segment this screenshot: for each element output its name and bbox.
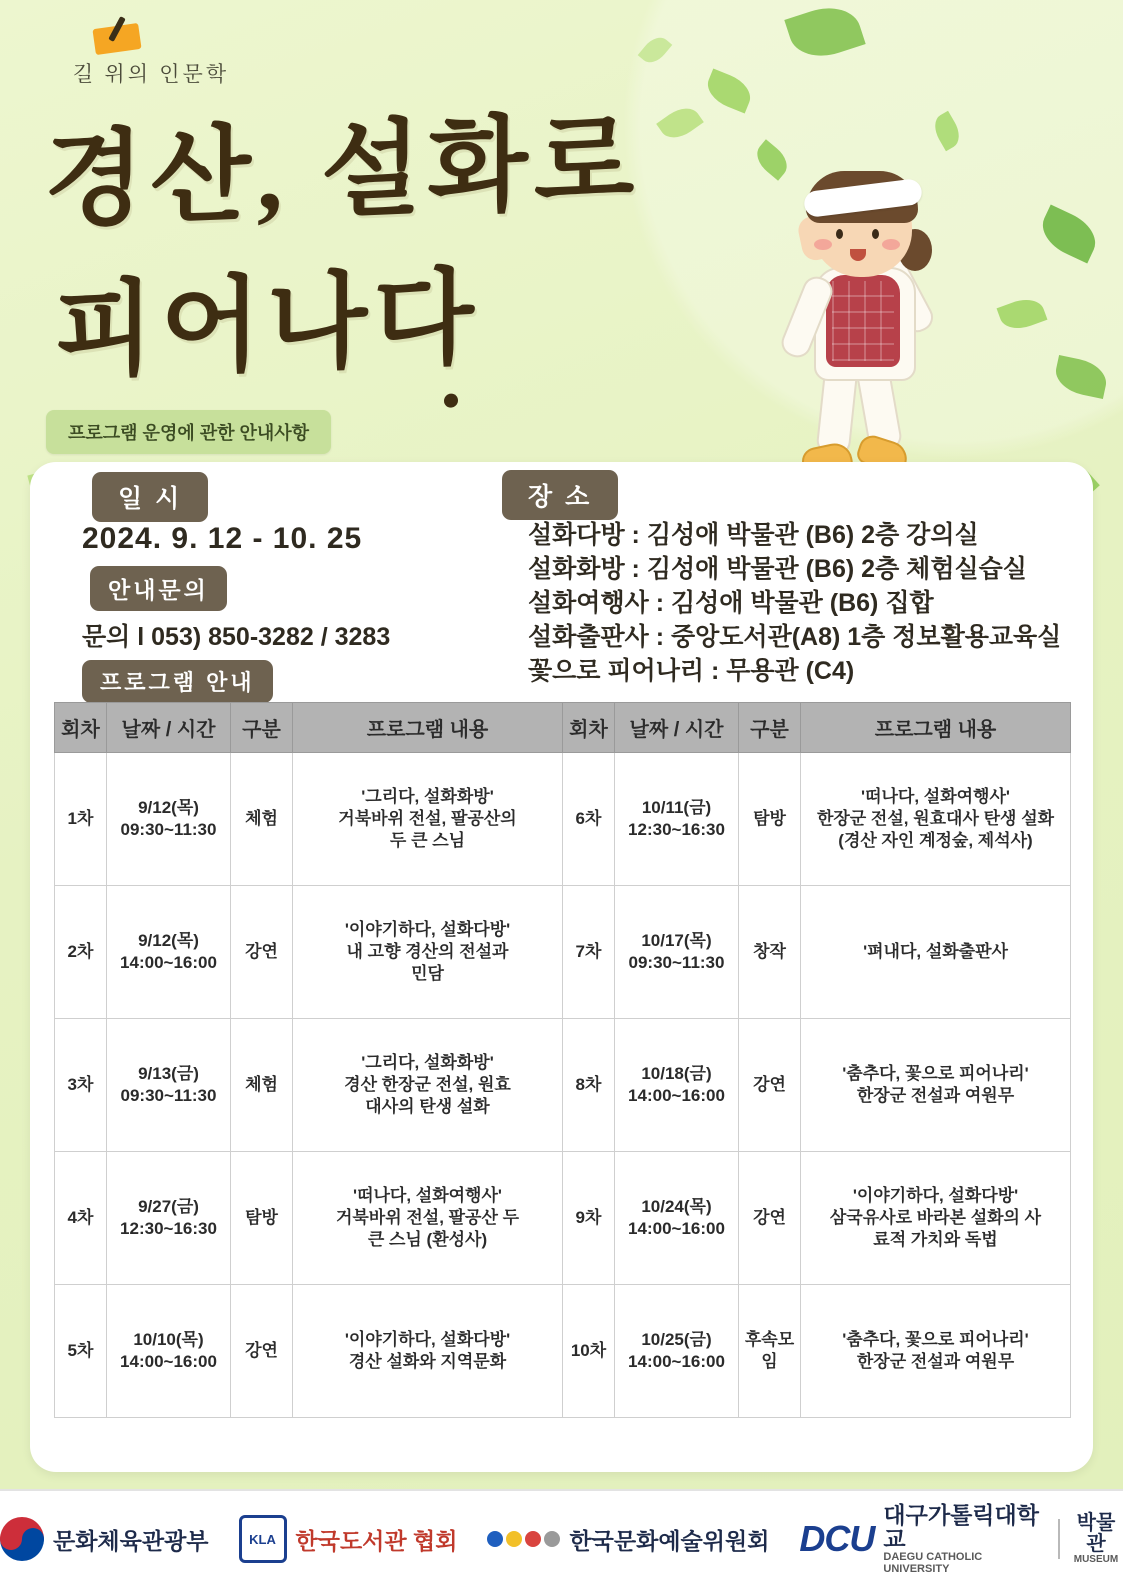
place-line: 꽃으로 피어나리 : 무용관 (C4)	[528, 657, 855, 685]
cell-program-desc: '이야기하다, 설화다방' 내 고향 경산의 전설과 민담	[293, 886, 563, 1019]
cell-date-time: 10/17(목) 09:30~11:30	[615, 886, 739, 1019]
logo-museum-sublabel: MUSEUM	[1073, 1553, 1119, 1565]
cell-session-no: 1차	[55, 753, 107, 886]
label-contact: 안내문의	[90, 566, 227, 611]
leaf-icon	[638, 32, 673, 68]
cell-session-no: 2차	[55, 886, 107, 1019]
footer-logos	[0, 1489, 1123, 1587]
brand-logo-text: 길 위의 인문학	[72, 62, 230, 86]
page-title-line1: 경산, 설화로	[44, 104, 641, 240]
cell-program-desc: '이야기하다, 설화다방' 삼국유사로 바라본 설화의 사 료적 가치와 독법	[801, 1152, 1071, 1285]
cell-program-desc: '춤추다, 꽃으로 피어나리' 한장군 전설과 여원무	[801, 1019, 1071, 1152]
cell-program-desc: '그리다, 설화화방' 경산 한장군 전설, 원효 대사의 탄생 설화	[293, 1019, 563, 1152]
cell-session-no: 8차	[563, 1019, 615, 1152]
table-body	[55, 753, 1071, 1418]
cell-date-time: 10/11(금) 12:30~16:30	[615, 753, 739, 886]
cell-category: 강연	[231, 886, 293, 1019]
label-date: 일 시	[92, 472, 208, 522]
logo-kla	[239, 1515, 458, 1563]
cell-date-time: 9/12(목) 09:30~11:30	[107, 753, 231, 886]
brand-logo	[46, 18, 256, 88]
info-card	[30, 462, 1093, 1472]
table-row	[55, 1152, 1071, 1285]
logo-dcu-label: 대구가톨릭대학교	[883, 1501, 1039, 1552]
table-row	[55, 886, 1071, 1019]
leaf-icon	[997, 293, 1048, 334]
cell-session-no: 4차	[55, 1152, 107, 1285]
divider	[1058, 1519, 1060, 1559]
leaf-icon	[929, 111, 965, 151]
cell-category: 강연	[739, 1019, 801, 1152]
value-date: 2024. 9. 12 - 10. 25	[82, 522, 363, 555]
cell-category: 체험	[231, 753, 293, 886]
leaf-icon	[1035, 205, 1104, 264]
leaf-icon	[1052, 355, 1110, 399]
cell-program-desc: '춤추다, 꽃으로 피어나리' 한장군 전설과 여원무	[801, 1285, 1071, 1418]
cell-session-no: 6차	[563, 753, 615, 886]
table-col-header: 구분	[231, 703, 293, 753]
arko-dots-icon	[487, 1531, 560, 1547]
cell-date-time: 10/25(금) 14:00~16:00	[615, 1285, 739, 1418]
cell-category: 강연	[739, 1152, 801, 1285]
place-line: 설화다방 : 김성애 박물관 (B6) 2층 강의실	[528, 521, 979, 549]
logo-mcst-label: 문화체육관광부	[53, 1527, 209, 1554]
cell-category: 창작	[739, 886, 801, 1019]
logo-dcu-sublabel: DAEGU CATHOLIC UNIVERSITY	[883, 1551, 983, 1576]
dcu-mark-icon: DCU	[799, 1518, 875, 1559]
table-row	[55, 1285, 1071, 1418]
page-title	[44, 84, 724, 409]
place-line: 설화여행사 : 김성애 박물관 (B6) 집합	[528, 589, 934, 617]
table-header-row	[55, 703, 1071, 753]
cell-date-time: 9/12(목) 14:00~16:00	[107, 886, 231, 1019]
table-col-header: 회차	[55, 703, 107, 753]
logo-mcst	[0, 1517, 209, 1561]
logo-dcu	[799, 1503, 1123, 1575]
label-place: 장 소	[502, 470, 618, 520]
value-places	[528, 518, 1061, 688]
table-col-header: 날짜 / 시간	[107, 703, 231, 753]
cell-program-desc: '그리다, 설화화방' 거북바위 전설, 팔공산의 두 큰 스님	[293, 753, 563, 886]
table-row	[55, 1019, 1071, 1152]
cell-program-desc: '이야기하다, 설화다방' 경산 설화와 지역문화	[293, 1285, 563, 1418]
table-col-header: 프로그램 내용	[801, 703, 1071, 753]
cell-session-no: 3차	[55, 1019, 107, 1152]
cell-date-time: 9/13(금) 09:30~11:30	[107, 1019, 231, 1152]
cell-category: 탐방	[739, 753, 801, 886]
cell-category: 후속모 임	[739, 1285, 801, 1418]
page-title-line2: 피어나다	[54, 260, 480, 391]
logo-museum-label: 박물관	[1076, 1511, 1116, 1555]
cell-date-time: 10/18(금) 14:00~16:00	[615, 1019, 739, 1152]
kla-mark-icon: KLA	[239, 1515, 287, 1563]
title-dot	[444, 393, 458, 407]
table-col-header: 프로그램 내용	[293, 703, 563, 753]
table-row	[55, 753, 1071, 886]
cell-program-desc: '떠나다, 설화여행사' 거북바위 전설, 팔공산 두 큰 스님 (환성사)	[293, 1152, 563, 1285]
cell-program-desc: '펴내다, 설화출판사	[801, 886, 1071, 1019]
schedule-table	[54, 702, 1071, 1418]
cell-date-time: 9/27(금) 12:30~16:30	[107, 1152, 231, 1285]
table-col-header: 날짜 / 시간	[615, 703, 739, 753]
logo-arko-label: 한국문화예술위원회	[569, 1527, 770, 1554]
table-col-header: 회차	[563, 703, 615, 753]
cell-category: 강연	[231, 1285, 293, 1418]
cell-category: 체험	[231, 1019, 293, 1152]
leaf-icon	[784, 0, 865, 66]
logo-kla-label: 한국도서관 협회	[295, 1527, 458, 1554]
value-contact: 문의 l 053) 850-3282 / 3283	[82, 623, 391, 651]
book-pen-icon	[94, 18, 142, 54]
cell-session-no: 5차	[55, 1285, 107, 1418]
place-line: 설화출판사 : 중앙도서관(A8) 1층 정보활용교육실	[528, 623, 1062, 651]
notice-pill: 프로그램 운영에 관한 안내사항	[46, 410, 331, 454]
cell-session-no: 7차	[563, 886, 615, 1019]
label-program: 프로그램 안내	[82, 660, 273, 703]
cell-category: 탐방	[231, 1152, 293, 1285]
logo-arko	[487, 1523, 769, 1556]
place-line: 설화화방 : 김성애 박물관 (B6) 2층 체험실습실	[528, 555, 1027, 583]
cell-date-time: 10/10(목) 14:00~16:00	[107, 1285, 231, 1418]
dancing-character-illustration	[740, 155, 970, 485]
cell-date-time: 10/24(목) 14:00~16:00	[615, 1152, 739, 1285]
cell-program-desc: '떠나다, 설화여행사' 한장군 전설, 원효대사 탄생 설화 (경산 자인 계정숲, 제석사)	[801, 753, 1071, 886]
taegeuk-icon	[0, 1517, 44, 1561]
table-col-header: 구분	[739, 703, 801, 753]
cell-session-no: 10차	[563, 1285, 615, 1418]
cell-session-no: 9차	[563, 1152, 615, 1285]
